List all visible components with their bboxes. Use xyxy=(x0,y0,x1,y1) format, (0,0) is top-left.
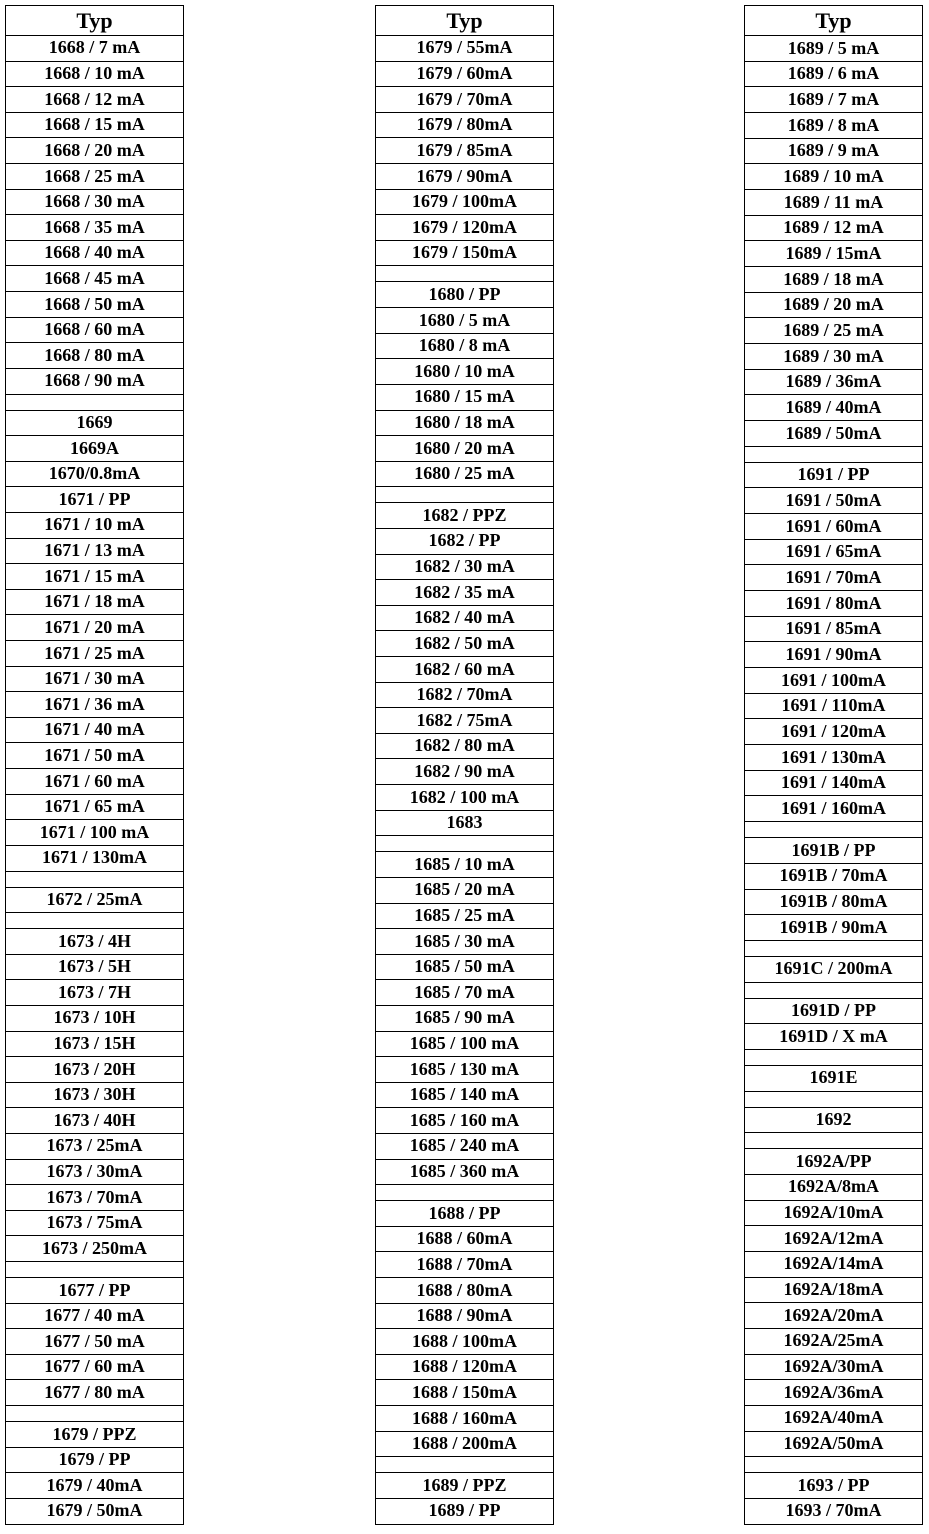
type-row: 1691D / PP xyxy=(745,999,922,1025)
type-row: 1682 / 40 mA xyxy=(376,606,553,632)
type-row: 1668 / 12 mA xyxy=(6,87,183,113)
type-row: 1688 / 100mA xyxy=(376,1329,553,1355)
type-row: 1691E xyxy=(745,1066,922,1092)
type-row: 1689 / 15mA xyxy=(745,241,922,267)
type-row: 1691 / 160mA xyxy=(745,796,922,822)
type-row: 1679 / 120mA xyxy=(376,215,553,241)
type-row: 1685 / 100 mA xyxy=(376,1032,553,1058)
type-row: 1688 / 70mA xyxy=(376,1252,553,1278)
type-row: 1671 / 20 mA xyxy=(6,615,183,641)
type-row: 1691B / 90mA xyxy=(745,915,922,941)
type-row: 1691 / 85mA xyxy=(745,617,922,643)
type-row: 1671 / PP xyxy=(6,487,183,513)
type-row: 1689 / PP xyxy=(376,1499,553,1525)
type-row: 1671 / 100 mA xyxy=(6,820,183,846)
type-row: 1677 / 50 mA xyxy=(6,1329,183,1355)
type-row: 1673 / 75mA xyxy=(6,1211,183,1237)
type-row: 1689 / 40mA xyxy=(745,395,922,421)
type-row: 1672 / 25mA xyxy=(6,888,183,914)
type-row: 1691 / 130mA xyxy=(745,745,922,771)
type-row: 1689 / 18 mA xyxy=(745,267,922,293)
type-row: 1668 / 80 mA xyxy=(6,343,183,369)
type-row: 1668 / 45 mA xyxy=(6,266,183,292)
type-row: 1671 / 25 mA xyxy=(6,641,183,667)
type-row: 1671 / 50 mA xyxy=(6,743,183,769)
type-row: 1692 xyxy=(745,1108,922,1134)
type-row: 1673 / 70mA xyxy=(6,1185,183,1211)
type-row: 1692A/25mA xyxy=(745,1329,922,1355)
type-row: 1691 / 60mA xyxy=(745,514,922,540)
type-row: 1689 / 11 mA xyxy=(745,190,922,216)
type-row: 1673 / 25mA xyxy=(6,1134,183,1160)
type-row: 1679 / 55mA xyxy=(376,36,553,62)
type-row: 1669 xyxy=(6,411,183,437)
column-header: Typ xyxy=(6,6,183,36)
type-row: 1679 / 150mA xyxy=(376,241,553,267)
type-row: 1679 / PPZ xyxy=(6,1422,183,1448)
type-row: 1679 / 70mA xyxy=(376,87,553,113)
type-row: 1692A/10mA xyxy=(745,1201,922,1227)
type-row: 1682 / 100 mA xyxy=(376,785,553,811)
blank-row xyxy=(745,941,922,957)
type-row: 1691B / 70mA xyxy=(745,864,922,890)
blank-row xyxy=(6,1406,183,1422)
type-column-1 xyxy=(5,5,184,1525)
type-row: 1689 / 20 mA xyxy=(745,293,922,319)
column-header: Typ xyxy=(376,6,553,36)
type-row: 1691 / 70mA xyxy=(745,565,922,591)
type-row: 1691 / 65mA xyxy=(745,540,922,566)
type-row: 1691 / 120mA xyxy=(745,719,922,745)
type-row: 1679 / 80mA xyxy=(376,113,553,139)
blank-row xyxy=(745,1092,922,1108)
type-row: 1691 / 140mA xyxy=(745,771,922,797)
type-row: 1692A/20mA xyxy=(745,1303,922,1329)
type-row: 1685 / 140 mA xyxy=(376,1083,553,1109)
type-column-3 xyxy=(744,5,923,1525)
type-row: 1673 / 250mA xyxy=(6,1236,183,1262)
type-row: 1691D / X mA xyxy=(745,1024,922,1050)
type-row: 1689 / 30 mA xyxy=(745,344,922,370)
type-row: 1692A/18mA xyxy=(745,1278,922,1304)
blank-row xyxy=(6,913,183,929)
type-row: 1689 / 8 mA xyxy=(745,113,922,139)
type-row: 1671 / 10 mA xyxy=(6,513,183,539)
type-row: 1685 / 50 mA xyxy=(376,955,553,981)
type-row: 1673 / 20H xyxy=(6,1057,183,1083)
type-row: 1669A xyxy=(6,436,183,462)
type-row: 1692A/30mA xyxy=(745,1355,922,1381)
type-row: 1688 / PP xyxy=(376,1201,553,1227)
type-row: 1668 / 90 mA xyxy=(6,369,183,395)
blank-row xyxy=(745,983,922,999)
type-row: 1689 / 10 mA xyxy=(745,164,922,190)
type-row: 1689 / PPZ xyxy=(376,1473,553,1499)
type-row: 1677 / 80 mA xyxy=(6,1380,183,1406)
type-row: 1692A/40mA xyxy=(745,1406,922,1432)
type-row: 1668 / 60 mA xyxy=(6,318,183,344)
type-row: 1680 / 18 mA xyxy=(376,411,553,437)
type-row: 1691C / 200mA xyxy=(745,957,922,983)
type-row: 1680 / 25 mA xyxy=(376,462,553,488)
type-row: 1685 / 240 mA xyxy=(376,1134,553,1160)
type-row: 1685 / 25 mA xyxy=(376,904,553,930)
type-row: 1668 / 15 mA xyxy=(6,113,183,139)
type-row: 1682 / 80 mA xyxy=(376,734,553,760)
type-row: 1671 / 18 mA xyxy=(6,590,183,616)
blank-row xyxy=(6,1262,183,1278)
type-row: 1679 / 100mA xyxy=(376,190,553,216)
type-row: 1682 / 90 mA xyxy=(376,759,553,785)
blank-row xyxy=(376,836,553,852)
type-row: 1668 / 50 mA xyxy=(6,292,183,318)
type-row: 1668 / 25 mA xyxy=(6,164,183,190)
type-row: 1679 / 85mA xyxy=(376,138,553,164)
type-row: 1673 / 40H xyxy=(6,1108,183,1134)
type-row: 1671 / 40 mA xyxy=(6,718,183,744)
type-row: 1685 / 360 mA xyxy=(376,1160,553,1186)
blank-row xyxy=(376,1185,553,1201)
type-row: 1680 / 8 mA xyxy=(376,334,553,360)
type-row: 1688 / 90mA xyxy=(376,1304,553,1330)
type-row: 1688 / 80mA xyxy=(376,1278,553,1304)
type-row: 1682 / 50 mA xyxy=(376,631,553,657)
type-row: 1677 / 60 mA xyxy=(6,1355,183,1381)
type-row: 1692A/36mA xyxy=(745,1380,922,1406)
type-row: 1679 / 50mA xyxy=(6,1499,183,1525)
type-row: 1693 / PP xyxy=(745,1473,922,1499)
type-row: 1668 / 30 mA xyxy=(6,190,183,216)
type-row: 1691 / 50mA xyxy=(745,488,922,514)
type-row: 1691 / 110mA xyxy=(745,694,922,720)
type-row: 1688 / 60mA xyxy=(376,1227,553,1253)
type-row: 1673 / 30mA xyxy=(6,1160,183,1186)
type-row: 1680 / 10 mA xyxy=(376,359,553,385)
type-row: 1693 / 70mA xyxy=(745,1499,922,1525)
type-row: 1673 / 4H xyxy=(6,929,183,955)
type-row: 1679 / 90mA xyxy=(376,164,553,190)
type-row: 1682 / PPZ xyxy=(376,503,553,529)
type-row: 1673 / 30H xyxy=(6,1083,183,1109)
type-row: 1689 / 6 mA xyxy=(745,62,922,88)
type-row: 1688 / 160mA xyxy=(376,1406,553,1432)
type-row: 1677 / PP xyxy=(6,1278,183,1304)
type-row: 1671 / 15 mA xyxy=(6,564,183,590)
type-row: 1685 / 70 mA xyxy=(376,980,553,1006)
type-row: 1691 / 100mA xyxy=(745,668,922,694)
type-row: 1673 / 7H xyxy=(6,980,183,1006)
type-row: 1688 / 200mA xyxy=(376,1432,553,1458)
type-row: 1692A/14mA xyxy=(745,1252,922,1278)
type-row: 1671 / 13 mA xyxy=(6,539,183,565)
blank-row xyxy=(745,1457,922,1473)
blank-row xyxy=(745,1133,922,1149)
type-row: 1689 / 50mA xyxy=(745,421,922,447)
type-row: 1692A/12mA xyxy=(745,1226,922,1252)
type-row: 1685 / 90 mA xyxy=(376,1006,553,1032)
type-row: 1689 / 7 mA xyxy=(745,87,922,113)
type-row: 1689 / 36mA xyxy=(745,370,922,396)
type-row: 1673 / 15H xyxy=(6,1032,183,1058)
type-row: 1682 / 75mA xyxy=(376,708,553,734)
type-row: 1691 / 90mA xyxy=(745,642,922,668)
type-row: 1682 / 30 mA xyxy=(376,555,553,581)
type-row: 1682 / PP xyxy=(376,529,553,555)
blank-row xyxy=(376,266,553,282)
type-row: 1685 / 160 mA xyxy=(376,1108,553,1134)
type-row: 1692A/PP xyxy=(745,1149,922,1175)
type-row: 1671 / 60 mA xyxy=(6,769,183,795)
type-row: 1689 / 12 mA xyxy=(745,216,922,242)
type-row: 1691 / 80mA xyxy=(745,591,922,617)
type-row: 1680 / 15 mA xyxy=(376,385,553,411)
type-row: 1689 / 25 mA xyxy=(745,318,922,344)
blank-row xyxy=(745,1050,922,1066)
blank-row xyxy=(745,822,922,838)
type-row: 1668 / 7 mA xyxy=(6,36,183,62)
type-row: 1682 / 60 mA xyxy=(376,657,553,683)
type-row: 1682 / 70mA xyxy=(376,683,553,709)
type-row: 1692A/8mA xyxy=(745,1175,922,1201)
type-row: 1685 / 130 mA xyxy=(376,1057,553,1083)
type-row: 1680 / 20 mA xyxy=(376,436,553,462)
type-row: 1680 / 5 mA xyxy=(376,308,553,334)
type-row: 1673 / 10H xyxy=(6,1006,183,1032)
type-row: 1671 / 65 mA xyxy=(6,795,183,821)
type-row: 1671 / 30 mA xyxy=(6,667,183,693)
type-row: 1688 / 120mA xyxy=(376,1355,553,1381)
type-row: 1691B / 80mA xyxy=(745,890,922,916)
type-row: 1677 / 40 mA xyxy=(6,1304,183,1330)
blank-row xyxy=(745,447,922,463)
type-row: 1685 / 30 mA xyxy=(376,929,553,955)
type-row: 1691 / PP xyxy=(745,463,922,489)
type-row: 1673 / 5H xyxy=(6,955,183,981)
blank-row xyxy=(6,395,183,411)
blank-row xyxy=(376,487,553,503)
type-row: 1680 / PP xyxy=(376,282,553,308)
type-row: 1668 / 40 mA xyxy=(6,241,183,267)
type-row: 1670/0.8mA xyxy=(6,462,183,488)
type-row: 1683 xyxy=(376,811,553,837)
type-row: 1671 / 130mA xyxy=(6,846,183,872)
type-row: 1689 / 5 mA xyxy=(745,36,922,62)
blank-row xyxy=(376,1457,553,1473)
type-row: 1679 / PP xyxy=(6,1448,183,1474)
column-header: Typ xyxy=(745,6,922,36)
blank-row xyxy=(6,872,183,888)
type-row: 1685 / 20 mA xyxy=(376,878,553,904)
type-row: 1692A/50mA xyxy=(745,1432,922,1458)
type-row: 1691B / PP xyxy=(745,838,922,864)
type-row: 1689 / 9 mA xyxy=(745,139,922,165)
type-column-2 xyxy=(375,5,554,1525)
type-row: 1671 / 36 mA xyxy=(6,692,183,718)
type-row: 1668 / 20 mA xyxy=(6,138,183,164)
type-row: 1679 / 40mA xyxy=(6,1473,183,1499)
type-row: 1668 / 10 mA xyxy=(6,62,183,88)
type-row: 1685 / 10 mA xyxy=(376,852,553,878)
type-row: 1679 / 60mA xyxy=(376,62,553,88)
type-row: 1688 / 150mA xyxy=(376,1380,553,1406)
type-row: 1668 / 35 mA xyxy=(6,215,183,241)
type-row: 1682 / 35 mA xyxy=(376,580,553,606)
